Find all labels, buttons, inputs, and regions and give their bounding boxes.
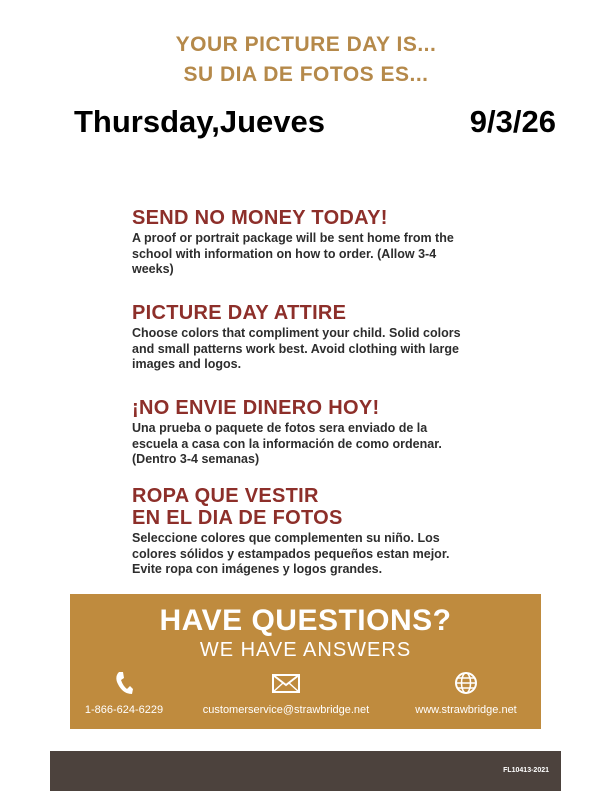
contact-email[interactable] (184, 670, 388, 716)
banner-subtitle: WE HAVE ANSWERS (199, 639, 412, 661)
section-no-envie-dinero (132, 397, 472, 468)
phone-number[interactable]: 1-866-624-6229 (84, 704, 164, 716)
picture-day-date: 9/3/26 (469, 104, 556, 139)
section-title: ¡NO ENVIE DINERO HOY! (132, 397, 380, 419)
phone-icon (114, 670, 134, 696)
section-title-line1: ROPA QUE VESTIR (132, 485, 319, 507)
contact-phone[interactable] (80, 670, 168, 716)
picture-day-heading-es: SU DIA DE FOTOS ES... (183, 63, 429, 86)
section-body: Choose colors that compliment your child. Solid colors and small patterns work best. Avoid clothing with large images and logos. (132, 326, 461, 371)
section-send-no-money (132, 207, 472, 278)
section-body: Una prueba o paquete de fotos sera enviado de la escuela a casa con la información de como ordenar. (Dentro 3-4 semanas) (132, 421, 442, 466)
section-title: PICTURE DAY ATTIRE (132, 302, 347, 324)
section-body: A proof or portrait package will be sent home from the school with information on how to order. (Allow 3-4 weeks) (132, 231, 454, 276)
envelope-icon (271, 670, 301, 696)
section-title-line2: EN EL DIA DE FOTOS (132, 507, 343, 529)
contact-website[interactable] (400, 670, 532, 716)
email-address[interactable]: customerservice@strawbridge.net (202, 704, 370, 716)
footer-bar (50, 751, 561, 791)
picture-day-heading-en: YOUR PICTURE DAY IS... (175, 33, 437, 56)
globe-icon (453, 670, 479, 696)
section-body: Seleccione colores que complementen su niño. Los colores sólidos y estampados pequeños estan mejor. Evite ropa con imágenes y logos grandes. (132, 531, 450, 576)
section-title: SEND NO MONEY TODAY! (132, 207, 388, 229)
section-picture-day-attire (132, 302, 472, 373)
website-url[interactable]: www.strawbridge.net (415, 704, 517, 716)
questions-banner (70, 594, 541, 729)
form-code: FL10413-2021 (503, 767, 549, 774)
banner-title: HAVE QUESTIONS? (159, 604, 452, 637)
section-ropa-que-vestir (132, 485, 472, 578)
picture-day-weekday: Thursday,Jueves (74, 104, 325, 139)
